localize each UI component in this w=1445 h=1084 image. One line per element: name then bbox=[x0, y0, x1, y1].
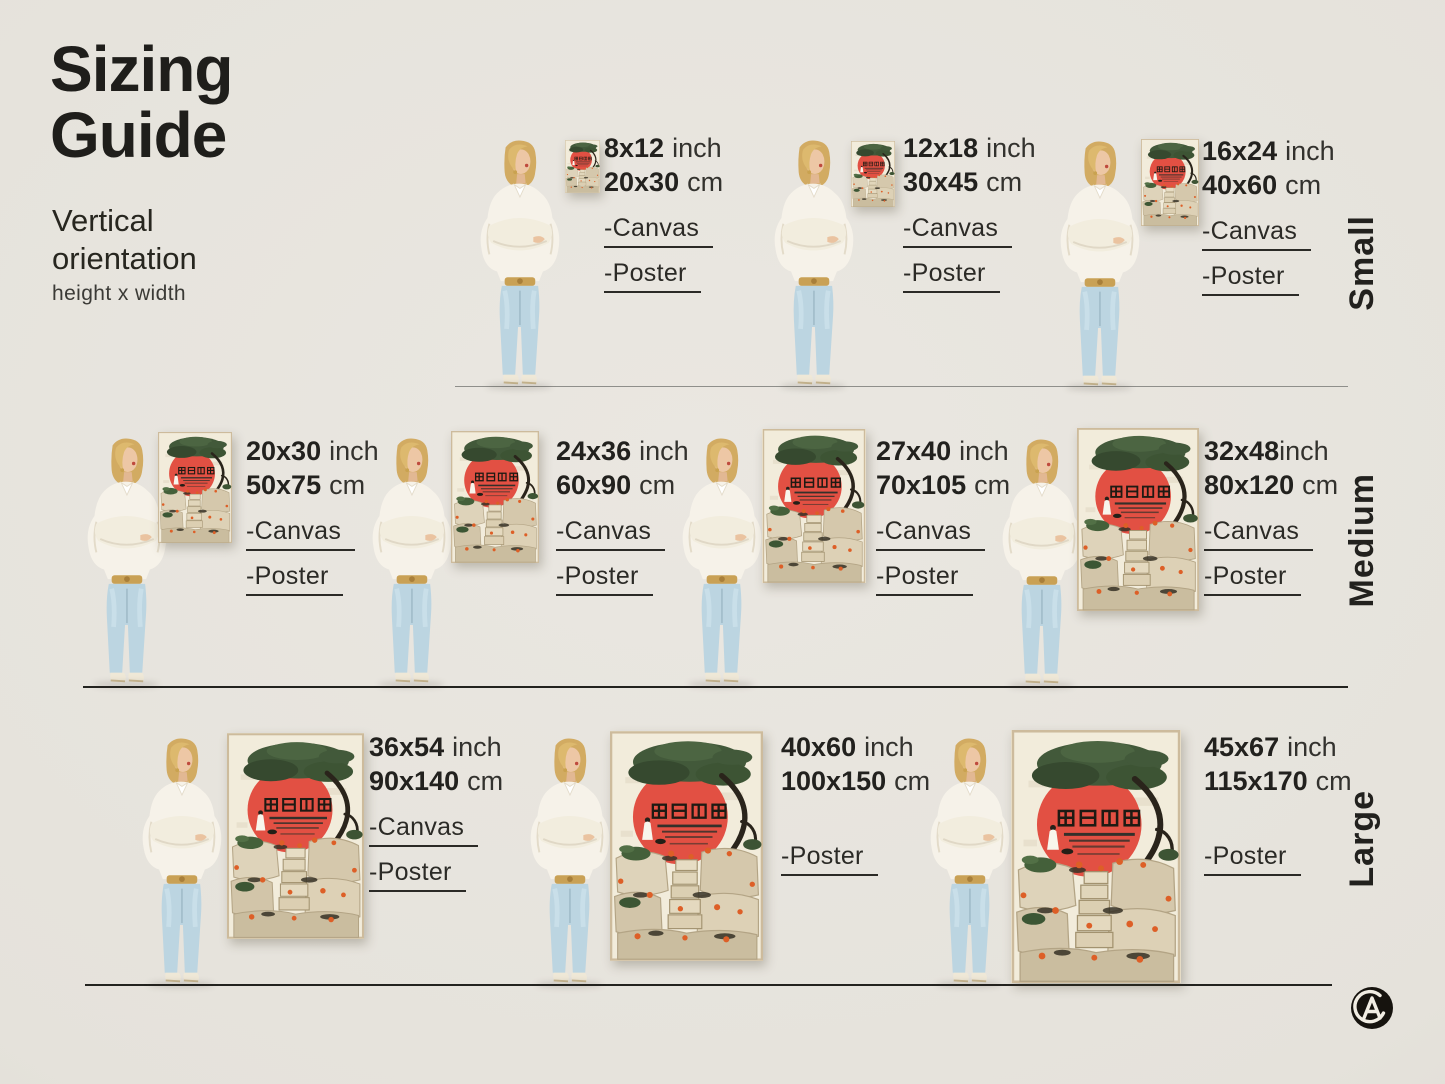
size-card bbox=[556, 434, 689, 607]
canvas-link[interactable]: -Canvas bbox=[1204, 517, 1313, 551]
size-card bbox=[1204, 730, 1352, 887]
model-figure bbox=[138, 735, 224, 985]
poster-preview bbox=[851, 141, 895, 207]
product-options bbox=[556, 517, 689, 596]
canvas-link[interactable]: -Canvas bbox=[1202, 217, 1311, 251]
canvas-link[interactable]: -Canvas bbox=[369, 813, 478, 847]
model-figure bbox=[83, 435, 169, 685]
poster-preview bbox=[1141, 139, 1199, 226]
size-cm: 100x150 cm bbox=[781, 766, 931, 796]
size-inches: 12x18 inch bbox=[903, 133, 1036, 163]
poster-link[interactable]: -Poster bbox=[1204, 562, 1301, 596]
model-figure bbox=[770, 137, 856, 387]
product-options bbox=[246, 517, 379, 596]
poster-link[interactable]: -Poster bbox=[903, 259, 1000, 293]
poster-preview bbox=[1011, 730, 1181, 983]
baseline-small-row bbox=[455, 386, 1348, 387]
model-figure bbox=[368, 435, 454, 685]
product-options bbox=[876, 517, 1010, 596]
product-options bbox=[369, 813, 503, 892]
size-cm: 60x90 cm bbox=[556, 470, 676, 500]
poster-link[interactable]: -Poster bbox=[246, 562, 343, 596]
size-inches: 45x67 inch bbox=[1204, 732, 1337, 762]
row-label-medium: Medium bbox=[1343, 473, 1381, 608]
orientation-subtitle: Vertical orientation bbox=[52, 203, 197, 276]
size-cm: 20x30 cm bbox=[604, 167, 724, 197]
row-label-small: Small bbox=[1343, 215, 1381, 311]
baseline-large-row bbox=[85, 984, 1332, 986]
poster-link[interactable]: -Poster bbox=[369, 858, 466, 892]
product-options bbox=[1204, 842, 1352, 876]
size-inches: 20x30 inch bbox=[246, 436, 379, 466]
size-inches: 27x40 inch bbox=[876, 436, 1009, 466]
size-cm: 70x105 cm bbox=[876, 470, 1011, 500]
poster-preview bbox=[451, 431, 539, 563]
model-figure bbox=[526, 735, 612, 985]
dimension-note: height x width bbox=[52, 282, 187, 305]
size-card bbox=[1204, 434, 1338, 607]
size-inches: 16x24 inch bbox=[1202, 136, 1335, 166]
page-title: Sizing Guide bbox=[50, 33, 233, 171]
size-cm: 90x140 cm bbox=[369, 766, 504, 796]
size-card bbox=[246, 434, 379, 607]
poster-preview bbox=[610, 731, 763, 961]
size-cm: 50x75 cm bbox=[246, 470, 366, 500]
size-card bbox=[1202, 134, 1335, 307]
canvas-link[interactable]: -Canvas bbox=[876, 517, 985, 551]
size-card bbox=[781, 730, 930, 887]
model-figure bbox=[998, 436, 1084, 686]
size-card bbox=[369, 730, 503, 903]
poster-link[interactable]: -Poster bbox=[1202, 262, 1299, 296]
model-figure bbox=[1056, 138, 1142, 388]
size-inches: 36x54 inch bbox=[369, 732, 502, 762]
poster-link[interactable]: -Poster bbox=[1204, 842, 1301, 876]
canvas-link[interactable]: -Canvas bbox=[246, 517, 355, 551]
poster-link[interactable]: -Poster bbox=[876, 562, 973, 596]
size-card bbox=[604, 131, 723, 304]
model-figure bbox=[926, 735, 1012, 985]
model-figure bbox=[476, 137, 562, 387]
poster-preview bbox=[158, 432, 232, 543]
poster-preview bbox=[762, 429, 866, 583]
size-cm: 40x60 cm bbox=[1202, 170, 1322, 200]
model-figure bbox=[678, 435, 764, 685]
poster-preview bbox=[1077, 428, 1199, 611]
size-inches: 40x60 inch bbox=[781, 732, 914, 762]
product-options bbox=[903, 214, 1036, 293]
size-cm: 30x45 cm bbox=[903, 167, 1023, 197]
product-options bbox=[1202, 217, 1335, 296]
row-label-large: Large bbox=[1343, 790, 1381, 888]
canvas-link[interactable]: -Canvas bbox=[556, 517, 665, 551]
product-options bbox=[1204, 517, 1338, 596]
canvas-link[interactable]: -Canvas bbox=[903, 214, 1012, 248]
size-cm: 115x170 cm bbox=[1204, 766, 1352, 796]
size-inches: 8x12 inch bbox=[604, 133, 722, 163]
size-cm: 80x120 cm bbox=[1204, 470, 1339, 500]
poster-preview bbox=[565, 140, 600, 193]
canvas-link[interactable]: -Canvas bbox=[604, 214, 713, 248]
ca-monogram-logo bbox=[1350, 986, 1394, 1030]
poster-link[interactable]: -Poster bbox=[604, 259, 701, 293]
size-inches: 24x36 inch bbox=[556, 436, 689, 466]
size-card bbox=[903, 131, 1036, 304]
size-card bbox=[876, 434, 1010, 607]
product-options bbox=[781, 842, 930, 876]
size-inches: 32x48inch bbox=[1204, 436, 1329, 466]
poster-preview bbox=[227, 733, 364, 939]
product-options bbox=[604, 214, 723, 293]
poster-link[interactable]: -Poster bbox=[556, 562, 653, 596]
poster-link[interactable]: -Poster bbox=[781, 842, 878, 876]
